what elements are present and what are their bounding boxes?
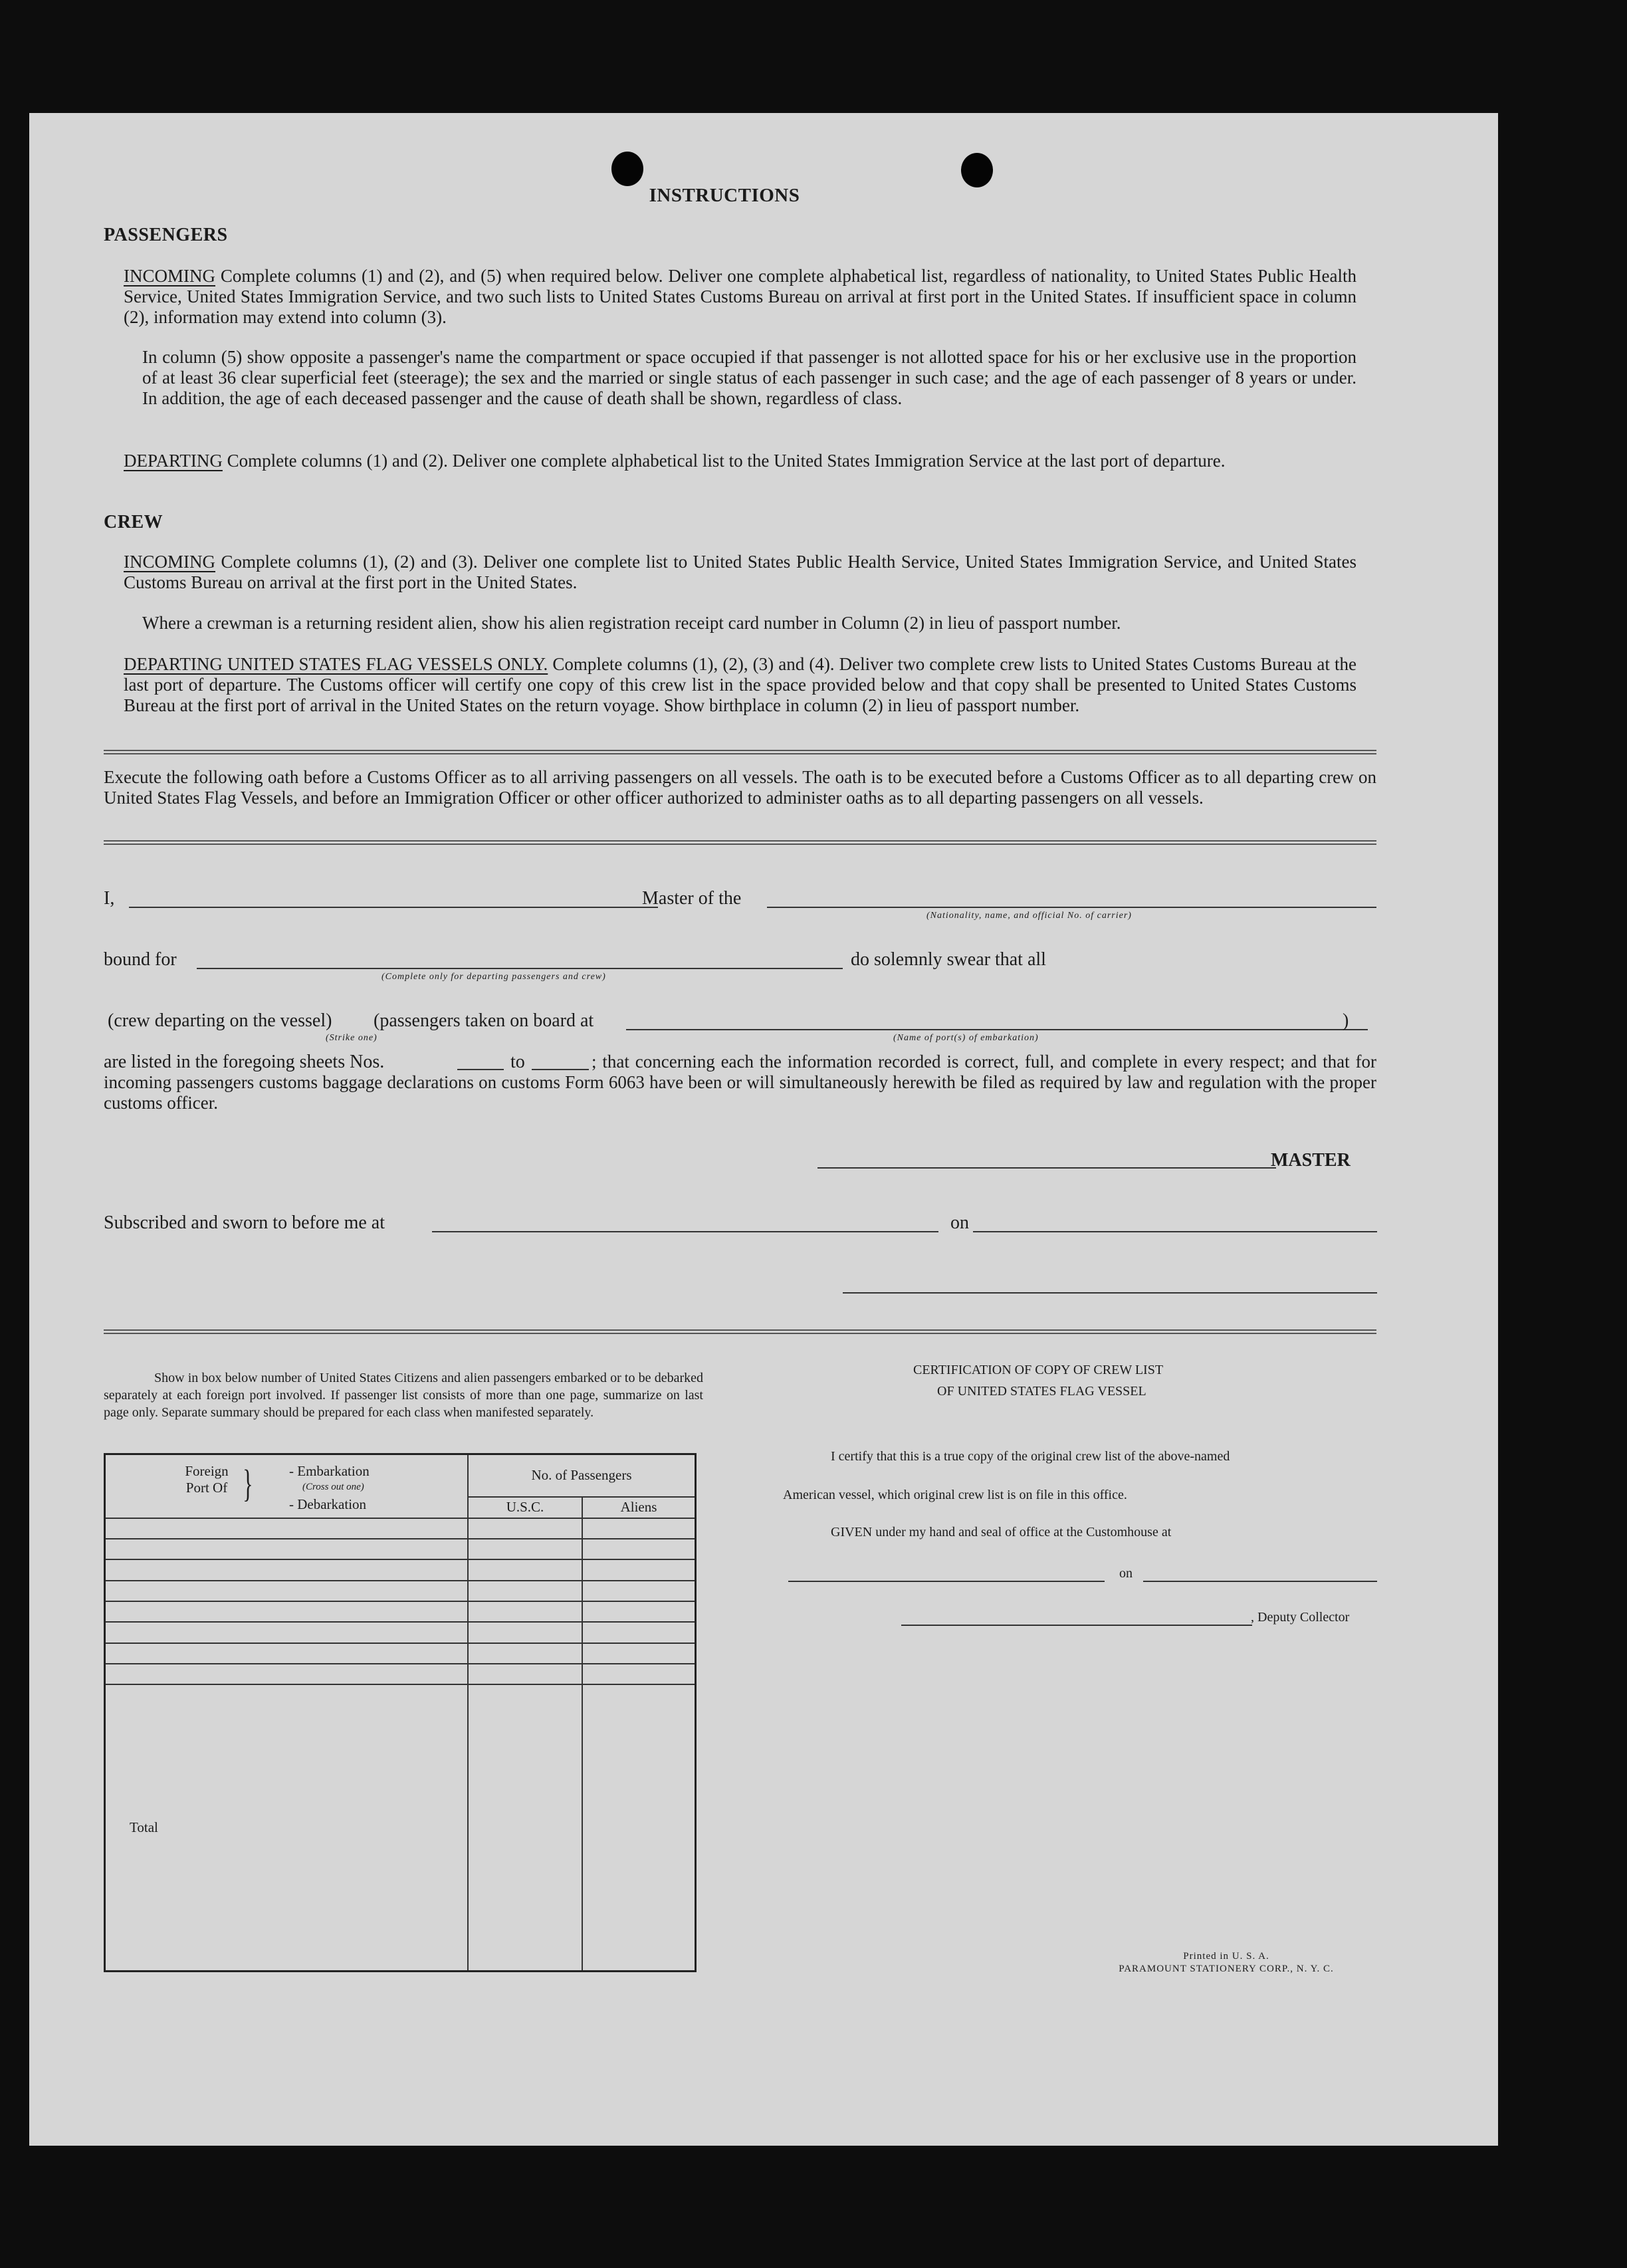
crew-departing-text: Complete columns (1), (2), (3) and (4). Deliver two complete crew lists to United States Customs Bureau at the last port of departure. The Customs officer will certify one copy of this crew list in the space provided below and that copy shall be presented to United States Customs Bureau at the first port of arrival in the United States on the return voyage. Show birthplace in column (2) in lieu of passport number. (124, 654, 1356, 715)
table-row (105, 1581, 696, 1601)
debarkation-label: - Debarkation (289, 1496, 367, 1512)
divider-rule (104, 1329, 1376, 1334)
sworn-place-field[interactable] (432, 1231, 938, 1232)
cross-out-label: (Cross out one) (302, 1482, 364, 1492)
master-name-field[interactable] (129, 907, 658, 908)
table-row (105, 1559, 696, 1580)
listed-statement: ; that concerning each the information recorded is correct, full, and complete in every respect; and that for incoming passengers customs baggage declarations on customs Form 6063 have been or will simultaneously herewith be filed as required by law and regulation with the proper customs officer. (104, 1052, 1376, 1113)
passengers-departing-text: Complete columns (1) and (2). Deliver one complete alphabetical list to the United States Immigration Service at the last port of departure. (227, 451, 1226, 471)
port-caption: (Name of port(s) of embarkation) (893, 1033, 1039, 1043)
master-of-label: Master of the (642, 888, 742, 909)
bound-for-caption: (Complete only for departing passengers and crew) (381, 972, 606, 982)
printed-in-label: Printed in U. S. A. (1183, 1951, 1269, 1962)
certify-line2: American vessel, which original crew list is on file in this office. (783, 1488, 1127, 1502)
port-header-cell (105, 1454, 469, 1518)
passengers-incoming-text: Complete columns (1) and (2), and (5) when required below. Deliver one complete alphabetical list, regardless of nationality, to United States Public Health Service, United States Immigration Service, and two such lists to United States Customs Bureau on arrival at first port in the United States. If insufficient space in column (2), information may extend into column (3). (124, 266, 1357, 327)
table-row (105, 1601, 696, 1622)
sworn-date-field[interactable] (973, 1231, 1377, 1232)
brace-icon: } (243, 1462, 253, 1505)
crew-departing-paragraph (124, 654, 1356, 716)
foreign-port-label: Foreign Port Of (185, 1463, 229, 1496)
carrier-caption: (Nationality, name, and official No. of carrier) (926, 911, 1132, 921)
master-label: MASTER (1271, 1150, 1351, 1171)
strike-caption: (Strike one) (326, 1033, 378, 1043)
certification-date-field[interactable] (1143, 1581, 1377, 1582)
form-page (29, 113, 1498, 2146)
no-passengers-header: No. of Passengers (468, 1454, 696, 1497)
crew-departing-label: DEPARTING UNITED STATES FLAG VESSELS ONLY. (124, 654, 548, 674)
oath-intro: Execute the following oath before a Customs Officer as to all arriving passengers on all vessels. The oath is to be executed before a Customs Officer as to all departing crew on United States Flag Vessels, and before an Immigration Officer or other officer authorized to administer oaths as to all departing passengers on all vessels. (104, 767, 1376, 808)
crew-incoming-text: Complete columns (1), (2) and (3). Deliver one complete list to United States Public Health Service, United States Immigration Service, and United States Customs Bureau on arrival at the first port in the United States. (124, 552, 1357, 592)
to-label: to (510, 1052, 525, 1072)
passengers-taken-option: (passengers taken on board at (374, 1010, 594, 1031)
total-label: Total (105, 1684, 469, 1971)
bound-for-field[interactable] (197, 968, 843, 969)
close-paren: ) (1343, 1010, 1349, 1031)
master-signature-field[interactable] (817, 1167, 1276, 1169)
certify-line1: I certify that this is a true copy of the original crew list of the above-named (831, 1449, 1230, 1464)
passengers-column5-paragraph: In column (5) show opposite a passenger's name the compartment or space occupied if that passenger is not allotted space for his or her exclusive use in the proportion of at least 36 clear superficial feet (steerage); the sex and the married or single status of each passenger in such case; and the age of each passenger of 8 years or under. In addition, the age of each deceased passenger and the cause of death shall be shown, regardless of class. (142, 347, 1356, 408)
passengers-heading: PASSENGERS (104, 225, 228, 245)
divider-rule (104, 750, 1376, 754)
table-row (105, 1664, 696, 1684)
table-row (105, 1539, 696, 1559)
punch-hole-right (961, 153, 993, 187)
crew-resident-paragraph: Where a crewman is a returning resident alien, show his alien registration receipt card number in Column (2) in lieu of passport number. (142, 613, 1121, 633)
crew-incoming-label: INCOMING (124, 552, 215, 572)
printer-name: PARAMOUNT STATIONERY CORP., N. Y. C. (1119, 1964, 1334, 1974)
passenger-summary-table (104, 1453, 697, 1972)
certification-title-line2: OF UNITED STATES FLAG VESSEL (937, 1384, 1146, 1399)
crew-incoming-paragraph (124, 552, 1356, 593)
passengers-incoming-paragraph (124, 266, 1356, 328)
oath-i-label: I, (104, 888, 115, 909)
officer-signature-field[interactable] (843, 1292, 1377, 1294)
swear-label: do solemnly swear that all (851, 949, 1046, 970)
deputy-signature-field[interactable] (901, 1625, 1252, 1626)
passengers-departing-label: DEPARTING (124, 451, 223, 471)
instructions-title: INSTRUCTIONS (649, 185, 800, 206)
table-row (105, 1622, 696, 1643)
summary-instruction: Show in box below number of United States Citizens and alien passengers embarked or to be debarked separately at each foreign port involved. If passenger list consists of more than one page, summarize on last page only. Separate summary should be prepared for each class when manifested separately. (104, 1371, 703, 1420)
divider-rule (104, 840, 1376, 845)
sworn-on-label: on (950, 1212, 969, 1233)
printer-imprint (1075, 1950, 1377, 1976)
embarkation-port-field[interactable] (626, 1029, 1368, 1030)
listed-label: are listed in the foregoing sheets Nos. (104, 1052, 385, 1072)
carrier-field[interactable] (767, 907, 1376, 908)
given-line: GIVEN under my hand and seal of office at the Customhouse at (831, 1525, 1172, 1539)
bound-for-label: bound for (104, 949, 177, 970)
certification-on-label: on (1119, 1566, 1133, 1581)
usc-header: U.S.C. (468, 1497, 582, 1518)
crew-heading: CREW (104, 512, 163, 532)
passengers-incoming-label: INCOMING (124, 266, 215, 286)
embarkation-label: - Embarkation (289, 1463, 370, 1479)
aliens-header: Aliens (582, 1497, 696, 1518)
passengers-departing-paragraph (124, 451, 1356, 471)
table-row (105, 1518, 696, 1539)
certification-title-line1: CERTIFICATION OF COPY OF CREW LIST (913, 1363, 1164, 1377)
deputy-collector-label: , Deputy Collector (1251, 1610, 1350, 1625)
punch-hole-left (611, 152, 643, 186)
table-row (105, 1643, 696, 1664)
table-row-total (105, 1684, 696, 1971)
subscribed-label: Subscribed and sworn to before me at (104, 1212, 385, 1233)
customhouse-field[interactable] (788, 1581, 1105, 1582)
crew-departing-option: (crew departing on the vessel) (108, 1010, 332, 1031)
